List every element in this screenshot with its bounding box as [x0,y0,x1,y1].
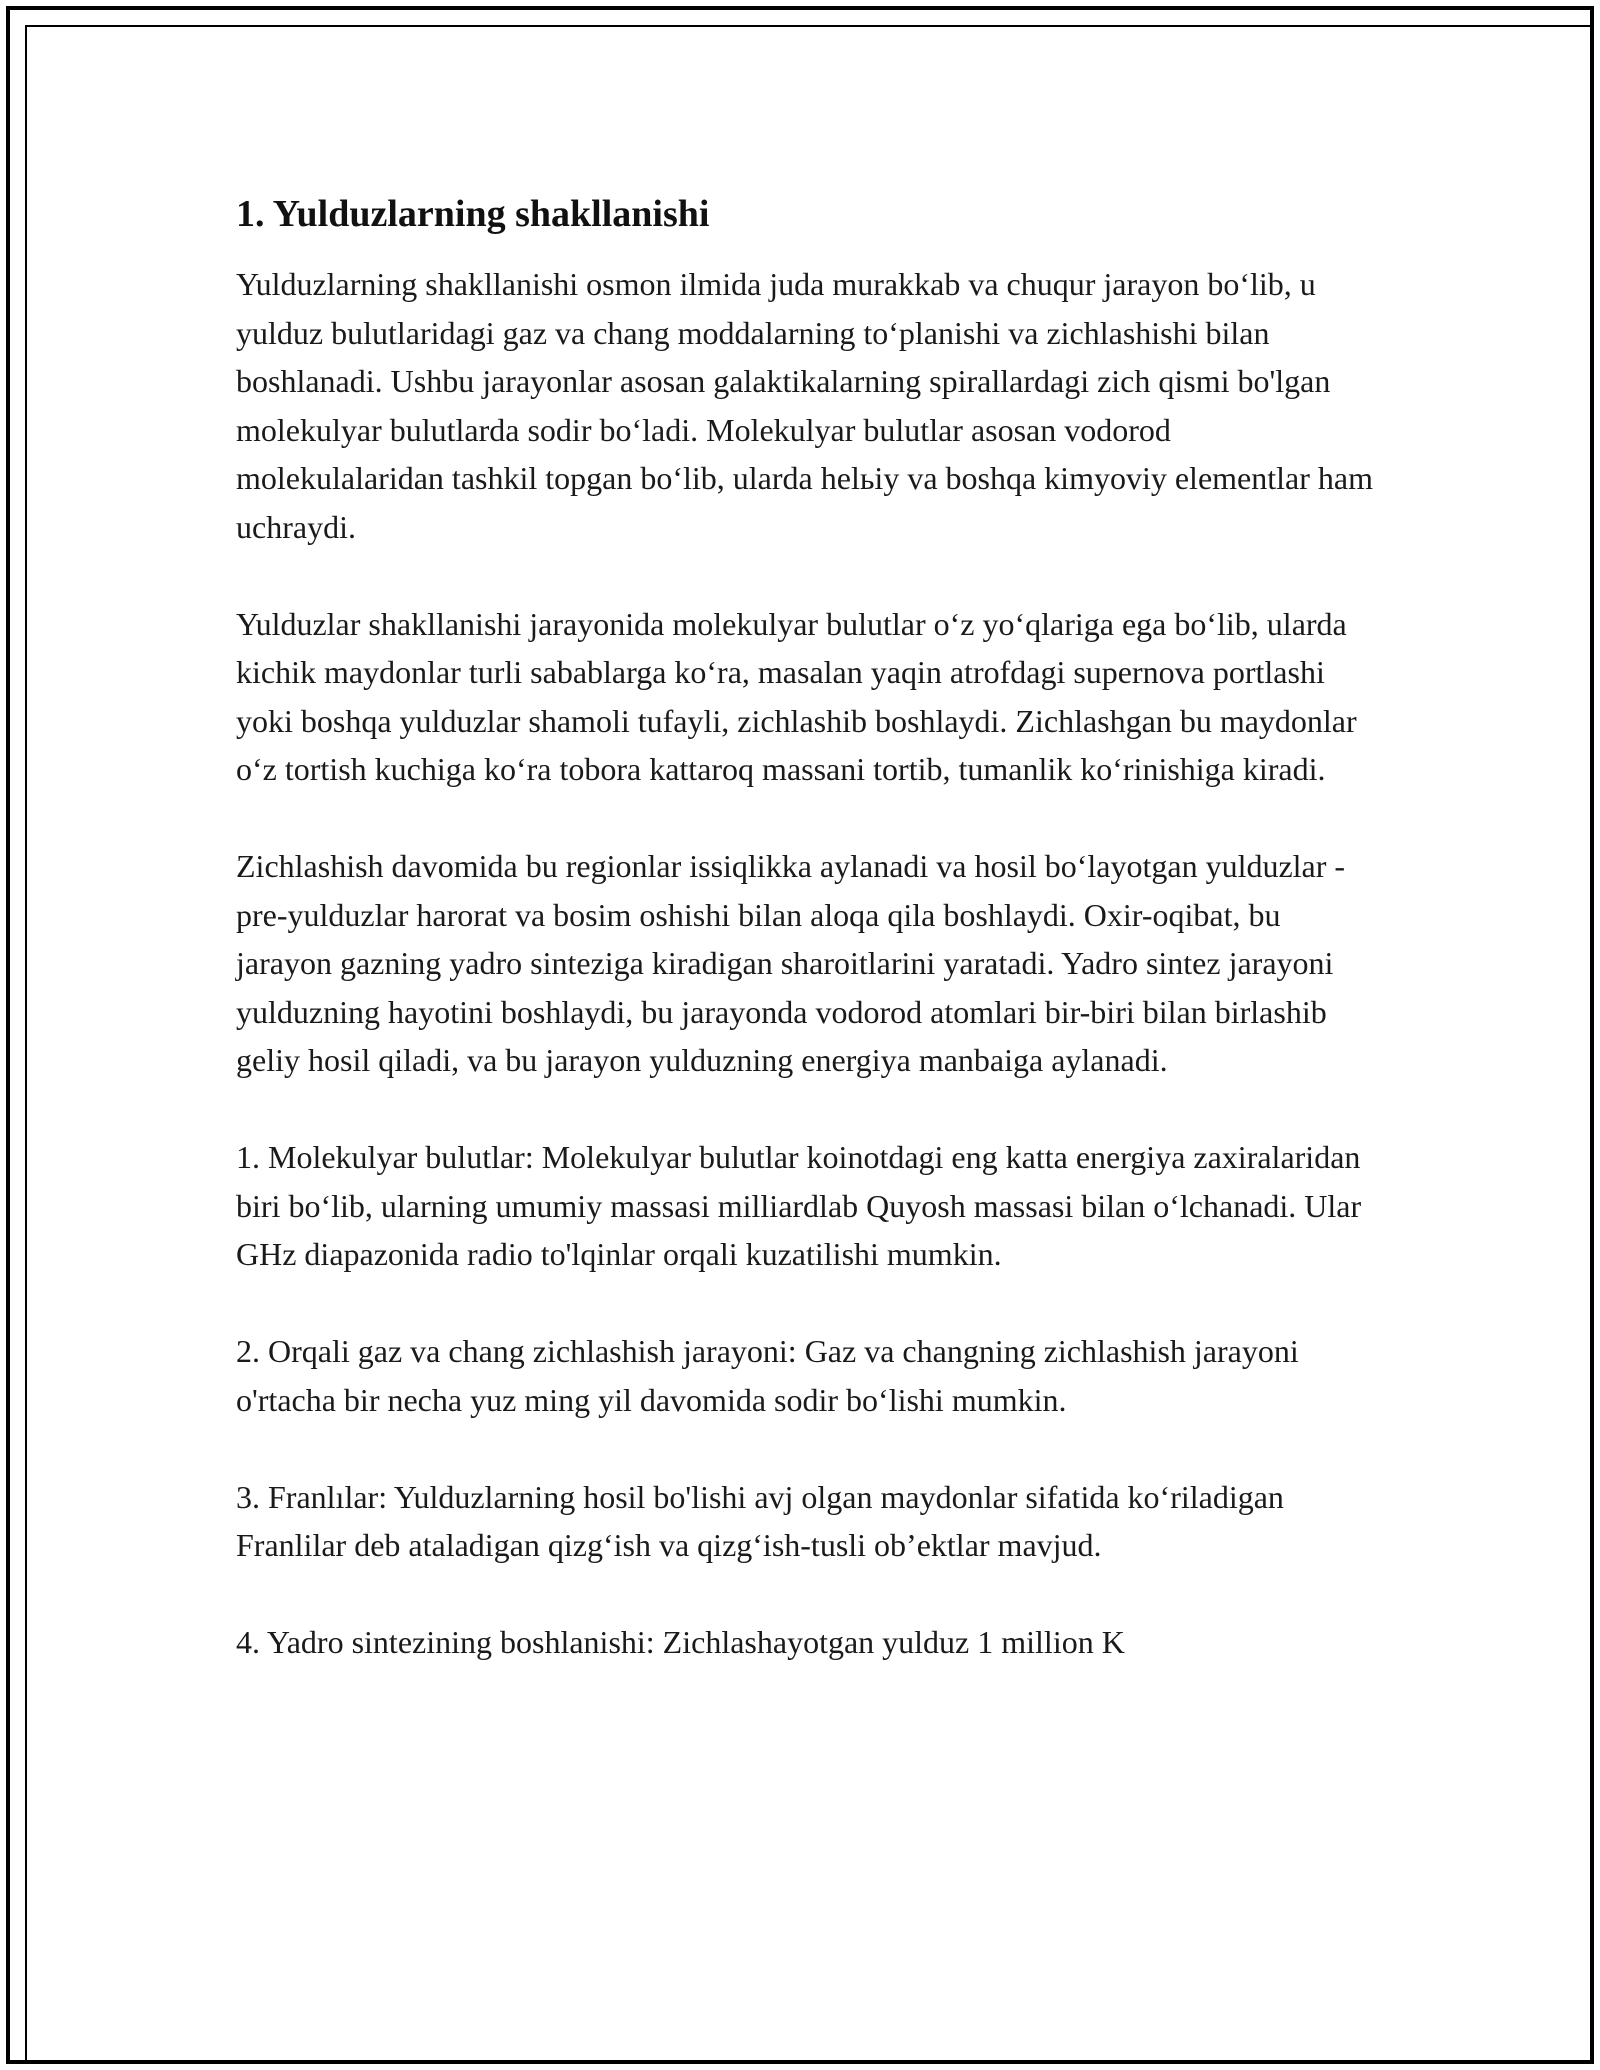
document-body [236,188,1376,1667]
paragraph-contraction: Zichlashish davomida bu regionlar issiqlikka aylanadi va hosil bo‘layotgan yulduzlar - pre-yulduzlar harorat va bosim oshishi bilan aloqa qila boshlaydi. Oxir-oqibat, bu jarayon gazning yadro sinteziga kiradigan sharoitlarini yaratadi. Yadro sintez jarayoni yulduzning hayotini boshlaydi, bu jarayonda vodorod atomlari bir-biri bilan birlashib geliy hosil qiladi, va bu jarayon yulduzning energiya manbaiga aylanadi. [236,848,1346,1078]
list-item-molecular-clouds: 1. Molekulyar bulutlar: Molekulyar bulutlar koinotdagi eng katta energiya zaxiralaridan biri bo‘lib, ularning umumiy massasi milliardlab Quyosh massasi bilan o‘lchanadi. Ular GHz diapazonida radio to'lqinlar orqali kuzatilishi mumkin. [236,1139,1362,1272]
list-item-gas-dust: 2. Orqali gaz va chang zichlashish jarayoni: Gaz va changning zichlashish jarayoni o'rtacha bir necha yuz ming yil davomida sodir bo‘lishi mumkin. [236,1333,1299,1418]
section-heading: 1. Yulduzlarning shakllanishi [236,193,710,235]
paragraph-intro: Yulduzlarning shakllanishi osmon ilmida juda murakkab va chuqur jarayon bo‘lib, u yulduz bulutlaridagi gaz va chang moddalarning to‘planishi va zichlashishi bilan boshlanadi. Ushbu jarayonlar asosan galaktikalarning spirallardagi zich qismi bo'lgan molekulyar bulutlarda sodir bo‘ladi. Molekulyar bulutlar asosan vodorod molekulalaridan tashkil topgan bo‘lib, ularda helьiy va boshqa kimyoviy elementlar ham uchraydi. [236,266,1373,545]
paragraph-formation: Yulduzlar shakllanishi jarayonida molekulyar bulutlar o‘z yo‘qlariga ega bo‘lib, ularda kichik maydonlar turli sabablarga ko‘ra, masalan yaqin atrofdagi supernova portlashi yoki boshqa yulduzlar shamoli tufayli, zichlashib boshlaydi. Zichlashgan bu maydonlar o‘z tortish kuchiga ko‘ra tobora kattaroq massani tortib, tumanlik ko‘rinishiga kiradi. [236,605,1357,787]
list-item-franlilar: 3. Franlılar: Yulduzlarning hosil bo'lishi avj olgan maydonlar sifatida ko‘riladigan Franlilar deb ataladigan qizg‘ish va qizg‘ish-tusli ob’ektlar mavjud. [236,1478,1284,1563]
list-item-nuclear-fusion: 4. Yadro sintezining boshlanishi: Zichlashayotgan yulduz 1 million K [236,1624,1125,1660]
